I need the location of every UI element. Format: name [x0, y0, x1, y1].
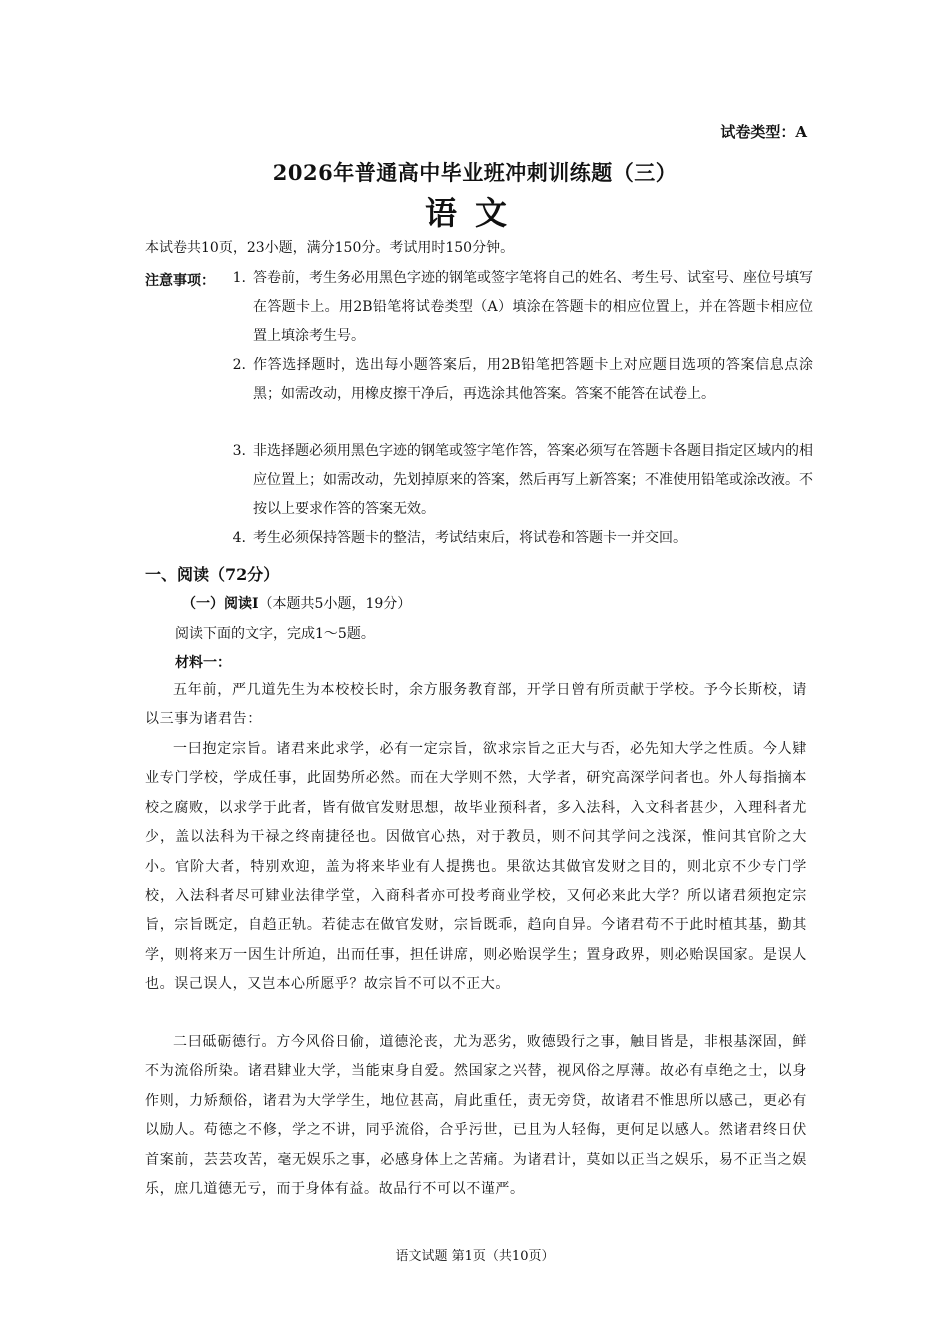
notice-item-number: 3.: [232, 443, 246, 459]
exam-title: 2026年普通高中毕业班冲刺训练题（三）: [272, 160, 678, 185]
notice-item-number: 4.: [232, 530, 246, 546]
notice-label: 注意事项：: [145, 273, 215, 289]
passage-paragraph: 二曰砥砺德行。方今风俗日偷，道德沦丧，尤为恶劣，败德毁行之事，触目皆是，非根基深固，鲜不为流俗所染。诸君肄业大学，当能束身自爱。然国家之兴替，视风俗之厚薄。故必有卓绝之士，以身作则，力矫颓俗，诸君为大学学生，地位甚高，肩此重任，责无旁贷，故诸君不惟思所以感己，更必有以励人。苟德之不修，学之不讲，同乎流俗，合乎污世，已且为人轻侮，更何足以感人。然诸君终日伏首案前，芸芸攻苦，毫无娱乐之事，必感身体上之苦痛。为诸君计，莫如以正当之娱乐，易不正当之娱乐，庶几道德无亏，而于身体有益。故品行不可以不谨严。: [145, 1034, 807, 1198]
section-heading: 一、阅读（72分）: [145, 565, 280, 584]
paper-type-label: 试卷类型：A: [720, 123, 807, 141]
material-label: 材料一：: [175, 655, 231, 671]
notice-item: 答卷前，考生务必用黑色字迹的钢笔或签字笔将自己的姓名、考生号、试室号、座位号填写在答题卡上。用2B铅笔将试卷类型（A）填涂在答题卡的相应位置上，并在答题卡相应位置上填涂考生号。: [253, 270, 813, 344]
notice-item-number: 2.: [232, 357, 246, 373]
passage-paragraph: 一曰抱定宗旨。诸君来此求学，必有一定宗旨，欲求宗旨之正大与否，必先知大学之性质。今人肄业专门学校，学成任事，此固势所必然。而在大学则不然，大学者，研究高深学问者也。外人每指摘本校之腐败，以求学于此者，皆有做官发财思想，故毕业预科者，多入法科，入文科者甚少，入理科者尤少，盖以法科为干禄之终南捷径也。因做官心热，对于教员，则不问其学问之浅深，惟问其官阶之大小。官阶大者，特别欢迎，盖为将来毕业有人提携也。果欲达其做官发财之目的，则北京不少专门学校，入法科者尽可肄业法律学堂，入商科者亦可投考商业学校，又何必来此大学？所以诸君须抱定宗旨，宗旨既定，自趋正轨。若徒志在做官发财，宗旨既乖，趋向自异。今诸君苟不于此时植其基，勤其学，则将来万一因生计所迫，出而任事，担任讲席，则必贻误学生；置身政界，则必贻误国家。是误人也。误己误人，又岂本心所愿乎？故宗旨不可以不正大。: [145, 741, 807, 993]
sub-section-heading: [182, 593, 411, 613]
notice-item: 作答选择题时，选出每小题答案后，用2B铅笔把答题卡上对应题目选项的答案信息点涂黑；如需改动，用橡皮擦干净后，再选涂其他答案。答案不能答在试卷上。: [253, 357, 813, 402]
notice-item: 非选择题必须用黑色字迹的钢笔或签字笔作答，答案必须写在答题卡各题目指定区域内的相应位置上；如需改动，先划掉原来的答案，然后再写上新答案；不准使用铅笔或涂改液。不按以上要求作答的答案无效。: [253, 443, 813, 517]
page-footer: 语文试题 第1页（共10页）: [395, 1249, 555, 1264]
passage-paragraph: 五年前，严几道先生为本校校长时，余方服务教育部，开学日曾有所贡献于学校。予今长斯校，请以三事为诸君告：: [145, 682, 807, 728]
exam-intro: 本试卷共10页，23小题，满分150分。考试用时150分钟。: [145, 240, 515, 256]
subject-title: 语文: [424, 194, 525, 232]
sub-section-title: （一）阅读Ⅰ: [182, 596, 259, 612]
notice-item: 考生必须保持答题卡的整洁，考试结束后，将试卷和答题卡一并交回。: [253, 530, 687, 546]
sub-section-note: （本题共5小题，19分）: [258, 596, 412, 612]
notice-item-number: 1.: [232, 270, 246, 286]
reading-instruction: 阅读下面的文字，完成1～5题。: [175, 626, 375, 642]
